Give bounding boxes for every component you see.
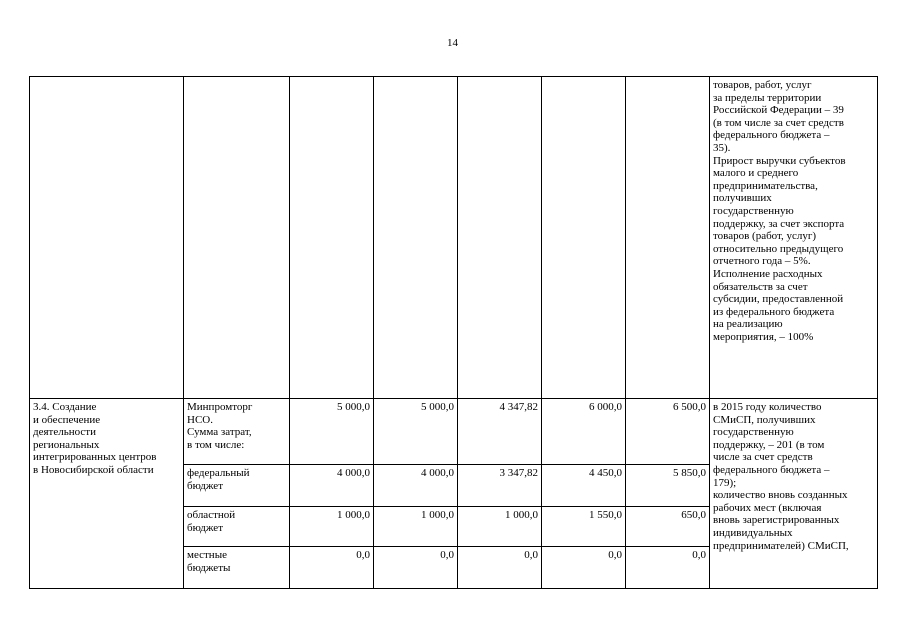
item-result-cell bbox=[710, 399, 878, 589]
empty-cell bbox=[374, 77, 458, 399]
empty-cell bbox=[184, 77, 290, 399]
item-title: 3.4. Создание и обеспечение деятельности региональных интегрированных центров в Новосибирской области bbox=[33, 401, 157, 476]
empty-cell bbox=[290, 77, 374, 399]
empty-cell bbox=[626, 77, 710, 399]
value-cell: 3 347,82 bbox=[458, 465, 542, 507]
source-label: федеральный бюджет bbox=[187, 467, 250, 492]
value-cell: 5 000,0 bbox=[374, 399, 458, 465]
continuation-row bbox=[30, 77, 878, 399]
value-cell: 5 850,0 bbox=[626, 465, 710, 507]
continuation-result-cell bbox=[710, 77, 878, 399]
value-cell: 1 000,0 bbox=[290, 507, 374, 547]
value-cell: 4 000,0 bbox=[374, 465, 458, 507]
program-table bbox=[29, 76, 878, 589]
value-cell: 0,0 bbox=[374, 547, 458, 589]
source-label: Минпромторг НСО. Сумма затрат, в том числе: bbox=[187, 401, 253, 451]
value-cell: 0,0 bbox=[626, 547, 710, 589]
value-cell: 4 000,0 bbox=[290, 465, 374, 507]
value-cell: 1 000,0 bbox=[374, 507, 458, 547]
source-label: областной бюджет bbox=[187, 509, 236, 534]
empty-cell bbox=[458, 77, 542, 399]
item-result: в 2015 году количество СМиСП, получивших государственную поддержку, – 201 (в том числе за счет средств федерального бюджета – 179); количество вновь созданных рабочих мест (включая вновь зарегистрированных индивидуальных предпринимателей) СМиСП, bbox=[713, 401, 849, 552]
value-cell: 6 500,0 bbox=[626, 399, 710, 465]
empty-cell bbox=[542, 77, 626, 399]
value-cell: 650,0 bbox=[626, 507, 710, 547]
value-cell: 4 450,0 bbox=[542, 465, 626, 507]
continuation-text: товаров, работ, услуг за пределы территории Российской Федерации – 39 (в том числе за счет средств федерального бюджета – 35). Прирост выручки субъектов малого и среднего предпринимательства, получивших государственную поддержку, за счет экспорта товаров (работ, услуг) относительно предыдущего отчетного года – 5%. Исполнение расходных обязательств за счет субсидии, предоставленной из федерального бюджета на реализацию мероприятия, – 100% bbox=[713, 79, 846, 343]
value-cell: 5 000,0 bbox=[290, 399, 374, 465]
page-number: 14 bbox=[447, 37, 458, 49]
item-title-cell bbox=[30, 399, 184, 589]
source-label-cell bbox=[184, 547, 290, 589]
source-label-cell bbox=[184, 507, 290, 547]
value-cell: 0,0 bbox=[458, 547, 542, 589]
source-label-cell bbox=[184, 399, 290, 465]
value-cell: 1 550,0 bbox=[542, 507, 626, 547]
value-cell: 4 347,82 bbox=[458, 399, 542, 465]
value-cell: 6 000,0 bbox=[542, 399, 626, 465]
table-row bbox=[30, 399, 878, 465]
value-cell: 0,0 bbox=[542, 547, 626, 589]
source-label: местные бюджеты bbox=[187, 549, 231, 574]
value-cell: 1 000,0 bbox=[458, 507, 542, 547]
empty-cell bbox=[30, 77, 184, 399]
value-cell: 0,0 bbox=[290, 547, 374, 589]
source-label-cell bbox=[184, 465, 290, 507]
